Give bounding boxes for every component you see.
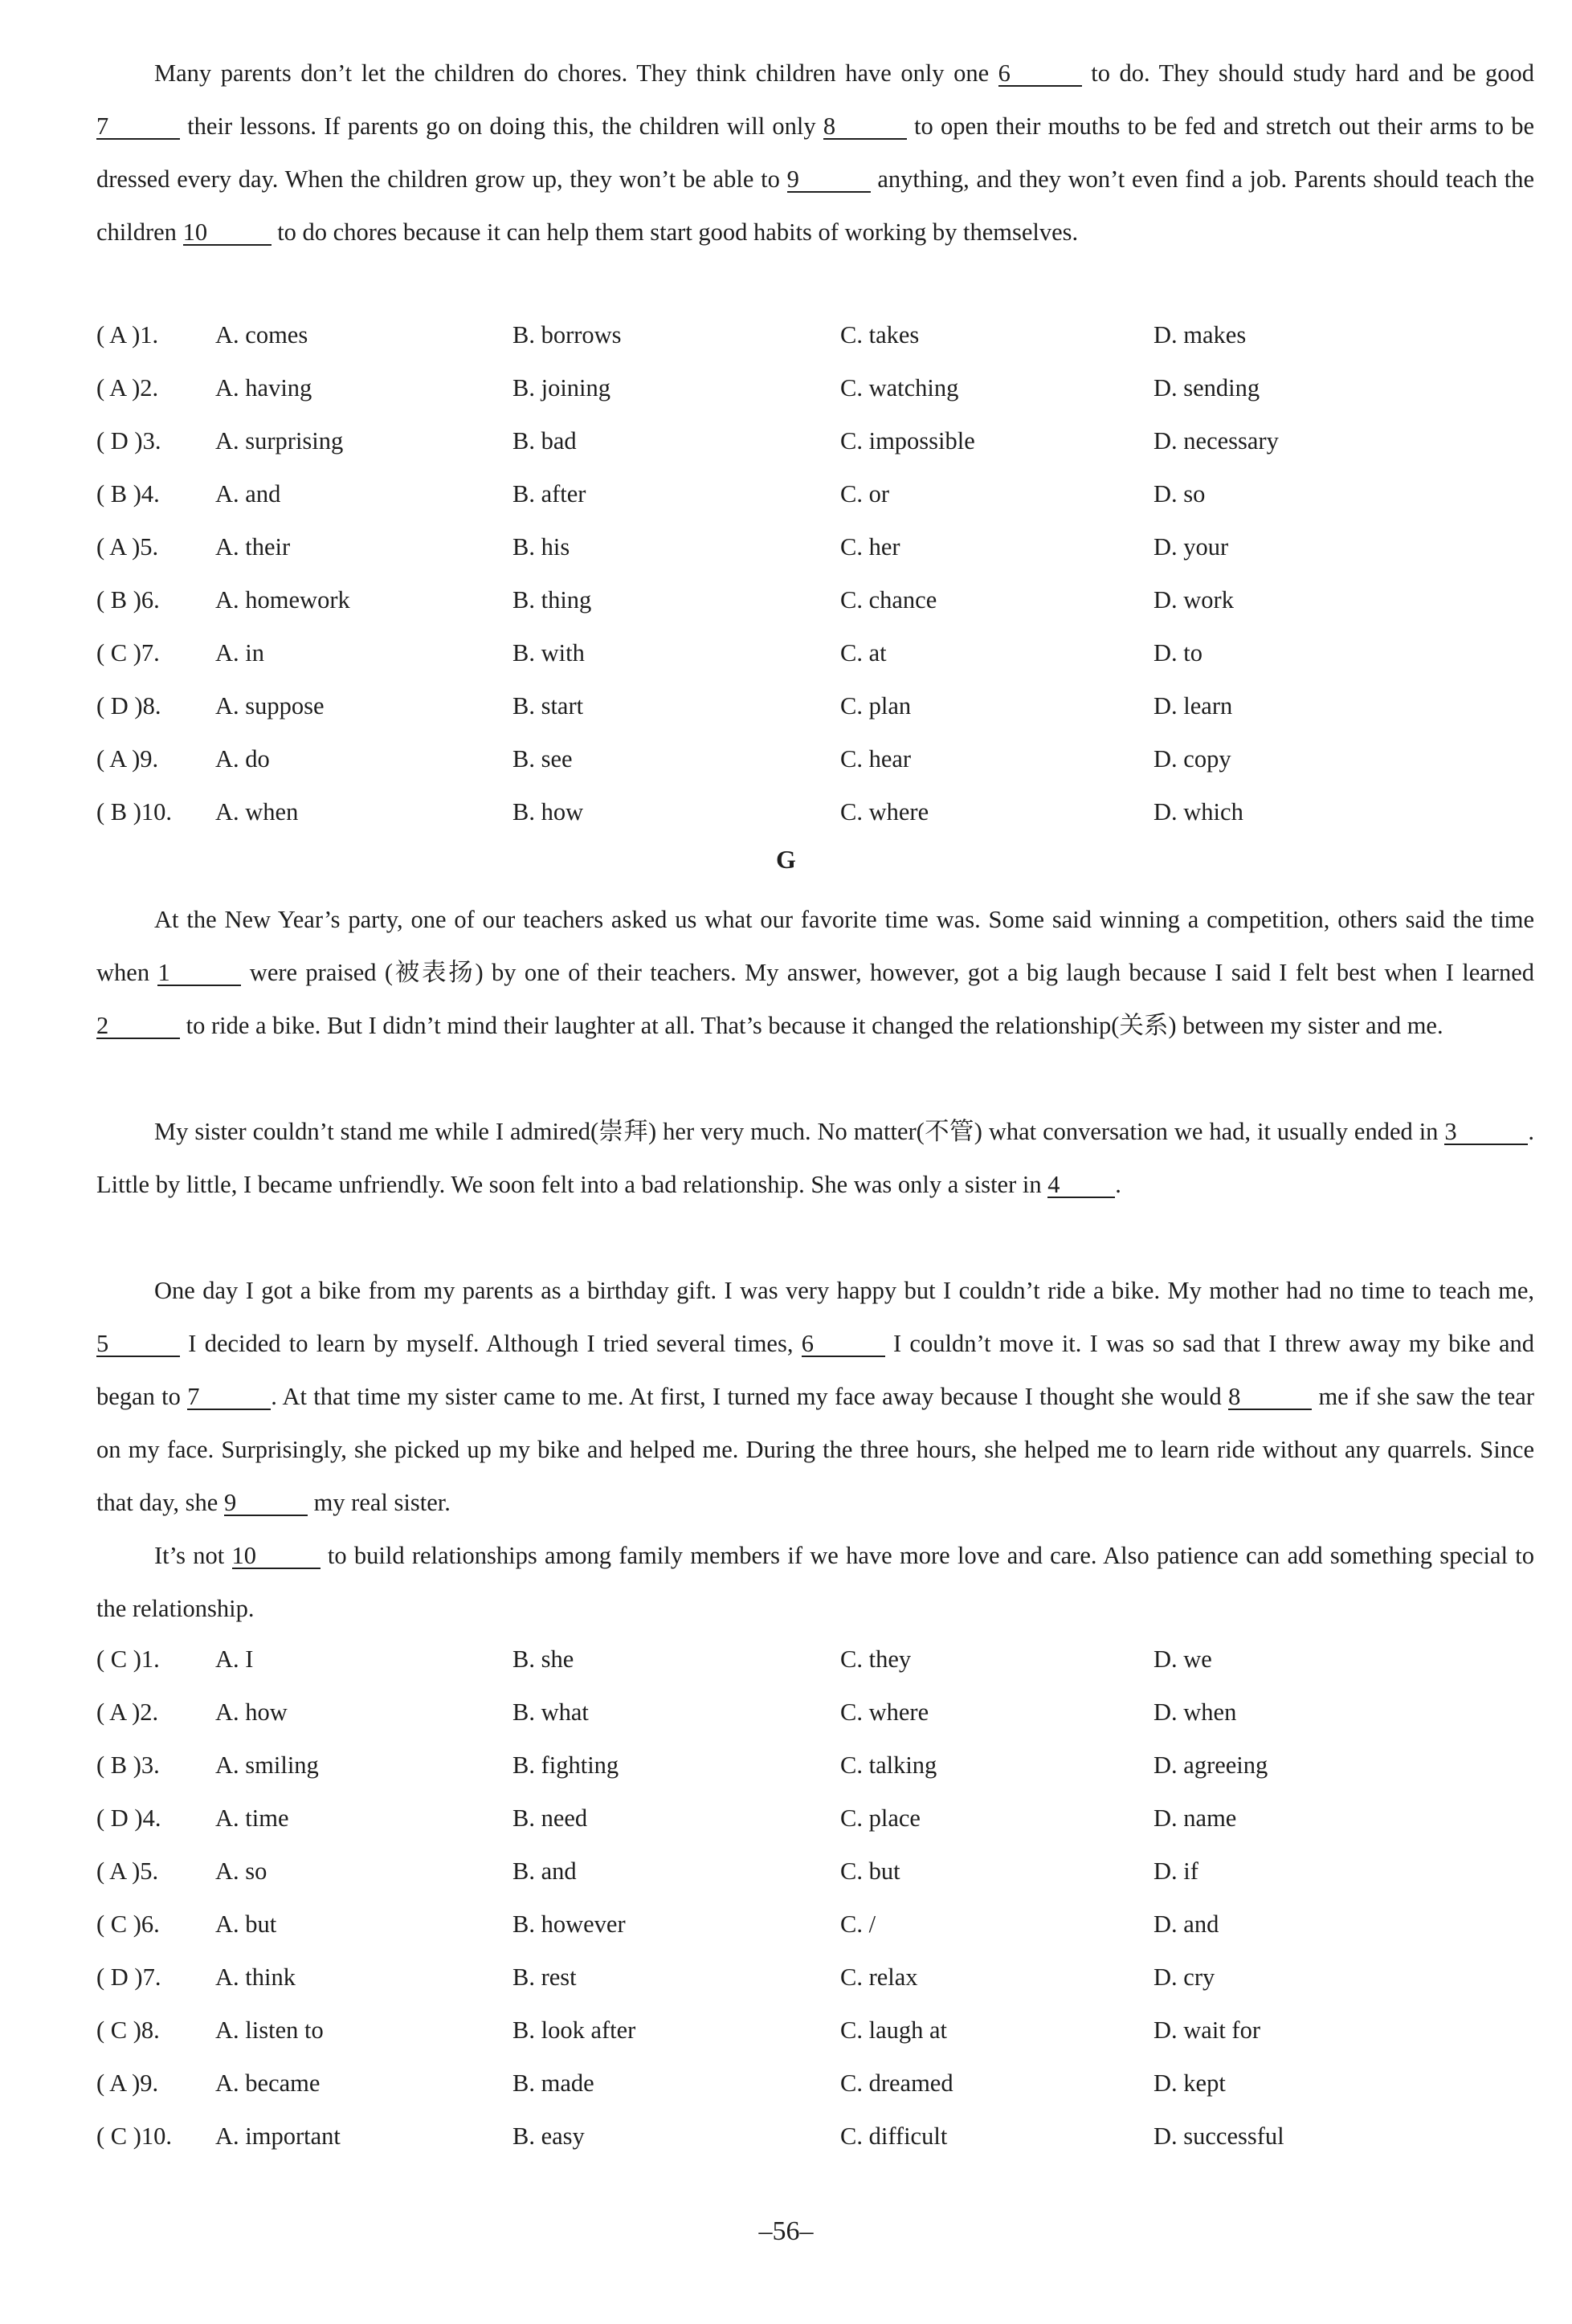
option-a: A. and: [215, 480, 281, 508]
option-b: B. his: [512, 533, 570, 561]
option-c: C. where: [840, 798, 929, 826]
option-b: B. she: [512, 1645, 574, 1673]
option-c: C. plan: [840, 692, 912, 720]
option-c: C. watching: [840, 374, 959, 402]
passage-text: to ride a bike. But I didn’t mind their laughter at all. That’s because it changed the relationship(关系) between my sister and me.: [180, 1012, 1443, 1039]
option-d: D. copy: [1153, 745, 1231, 773]
option-b: B. borrows: [512, 321, 622, 349]
option-c: C. her: [840, 533, 900, 561]
question-row: [96, 635, 1542, 671]
question-number: ( D )8.: [96, 692, 161, 720]
question-row: [96, 529, 1542, 565]
passage-text: were praised (被表扬) by one of their teachers. My answer, however, got a big laugh because I said I felt best when I learned: [241, 959, 1534, 986]
question-row: [96, 1694, 1542, 1730]
question-number: ( C )10.: [96, 2122, 173, 2150]
answer-blank: 5: [96, 1331, 180, 1357]
option-c: C. where: [840, 1698, 929, 1726]
question-number: ( B )10.: [96, 798, 173, 826]
passage-text: It’s not: [154, 1542, 232, 1569]
question-row: [96, 741, 1542, 777]
question-row: [96, 582, 1542, 618]
answer-blank: 6: [802, 1331, 885, 1357]
question-row: [96, 1800, 1542, 1836]
answer-blank: 4: [1047, 1172, 1115, 1198]
answer-blank: 6: [998, 61, 1082, 87]
option-c: C. talking: [840, 1751, 937, 1779]
answer-blank: 8: [1228, 1384, 1312, 1410]
question-number: ( C )6.: [96, 1910, 160, 1938]
option-c: C. impossible: [840, 427, 975, 455]
option-b: B. made: [512, 2069, 594, 2097]
option-a: A. their: [215, 533, 291, 561]
question-number: ( B )3.: [96, 1751, 160, 1779]
passage-text: anything, and they won’t even find a job. Parents should teach the children: [96, 165, 1534, 246]
option-d: D. when: [1153, 1698, 1237, 1726]
option-b: B. and: [512, 1857, 577, 1885]
option-a: A. when: [215, 798, 299, 826]
question-number: ( A )5.: [96, 533, 159, 561]
passage-g-paragraph-1: [96, 893, 1534, 1052]
option-a: A. do: [215, 745, 270, 773]
option-a: A. in: [215, 639, 264, 667]
question-row: [96, 2012, 1542, 2048]
page-number: –56–: [758, 2216, 814, 2246]
option-b: B. how: [512, 798, 584, 826]
question-number: ( A )5.: [96, 1857, 159, 1885]
passage-text: to open their mouths to be fed and stretch out their arms to be dressed every day. When the children grow up, they won’t be able to: [96, 112, 1534, 193]
question-row: [96, 1747, 1542, 1783]
option-a: A. important: [215, 2122, 341, 2150]
option-b: B. need: [512, 1804, 588, 1832]
option-a: A. time: [215, 1804, 289, 1832]
passage-text: . At that time my sister came to me. At first, I turned my face away because I thought she would: [271, 1383, 1229, 1410]
passage-text: to do chores because it can help them start good habits of working by themselves.: [271, 218, 1079, 246]
option-a: A. so: [215, 1857, 267, 1885]
option-a: A. how: [215, 1698, 288, 1726]
option-d: D. makes: [1153, 321, 1247, 349]
option-b: B. thing: [512, 586, 592, 614]
passage-text: .: [1115, 1171, 1121, 1198]
option-d: D. sending: [1153, 374, 1260, 402]
passage-g-paragraph-4: [96, 1529, 1534, 1635]
question-row: [96, 370, 1542, 406]
question-number: ( A )1.: [96, 321, 159, 349]
question-row: [96, 1906, 1542, 1942]
answer-blank: 3: [1444, 1119, 1528, 1145]
question-number: ( D )3.: [96, 427, 161, 455]
option-a: A. surprising: [215, 427, 344, 455]
option-a: A. having: [215, 374, 312, 402]
option-c: C. difficult: [840, 2122, 948, 2150]
option-a: A. smiling: [215, 1751, 319, 1779]
option-d: D. learn: [1153, 692, 1233, 720]
option-d: D. successful: [1153, 2122, 1284, 2150]
option-d: D. cry: [1153, 1963, 1215, 1991]
option-c: C. place: [840, 1804, 921, 1832]
option-b: B. start: [512, 692, 584, 720]
question-number: ( D )4.: [96, 1804, 161, 1832]
option-b: B. rest: [512, 1963, 577, 1991]
option-d: D. we: [1153, 1645, 1212, 1673]
answer-blank: 9: [224, 1490, 308, 1516]
question-row: [96, 1959, 1542, 1995]
option-c: C. hear: [840, 745, 912, 773]
question-row: [96, 317, 1542, 353]
option-c: C. laugh at: [840, 2016, 947, 2044]
section-heading: G: [776, 845, 796, 874]
passage-g-paragraph-2: [96, 1105, 1534, 1211]
passage-text: I couldn’t move it. I was so sad that I threw away my bike and began to: [96, 1330, 1534, 1410]
option-b: B. look after: [512, 2016, 636, 2044]
question-number: ( A )9.: [96, 745, 159, 773]
answer-blank: 10: [183, 220, 272, 246]
question-number: ( A )9.: [96, 2069, 159, 2097]
question-row: [96, 794, 1542, 830]
option-d: D. to: [1153, 639, 1202, 667]
answer-blank: 2: [96, 1013, 180, 1039]
passage-text: my real sister.: [307, 1489, 451, 1516]
question-number: ( B )4.: [96, 480, 160, 508]
option-d: D. if: [1153, 1857, 1198, 1885]
question-number: ( D )7.: [96, 1963, 161, 1991]
answer-blank: 9: [787, 167, 871, 193]
option-a: A. listen to: [215, 2016, 324, 2044]
option-d: D. kept: [1153, 2069, 1226, 2097]
answer-blank: 7: [96, 114, 180, 140]
question-number: ( A )2.: [96, 374, 159, 402]
option-b: B. with: [512, 639, 585, 667]
answer-blank: 7: [187, 1384, 271, 1410]
option-c: C. dreamed: [840, 2069, 953, 2097]
option-c: C. /: [840, 1910, 876, 1938]
passage-text: I decided to learn by myself. Although I tried several times,: [180, 1330, 802, 1357]
passage-text: My sister couldn’t stand me while I admired(崇拜) her very much. No matter(不管) what conversation we had, it usually ended in: [154, 1118, 1445, 1145]
option-b: B. however: [512, 1910, 626, 1938]
question-row: [96, 476, 1542, 512]
answer-blank: 8: [823, 114, 907, 140]
option-c: C. but: [840, 1857, 900, 1885]
option-b: B. after: [512, 480, 586, 508]
option-d: D. your: [1153, 533, 1229, 561]
option-c: C. relax: [840, 1963, 918, 1991]
passage-text: Many parents don’t let the children do chores. They think children have only one: [154, 59, 998, 87]
question-number: ( B )6.: [96, 586, 160, 614]
passage-text: At the New Year’s party, one of our teachers asked us what our favorite time was. Some said winning a competition, others said the time when: [96, 906, 1534, 986]
question-number: ( C )1.: [96, 1645, 160, 1673]
passage-f: [96, 47, 1534, 259]
option-b: B. fighting: [512, 1751, 619, 1779]
option-a: A. suppose: [215, 692, 325, 720]
passage-text: me if she saw the tear on my face. Surprisingly, she picked up my bike and helped me. During the three hours, she helped me to learn ride without any quarrels. Since that day, she: [96, 1383, 1534, 1516]
question-number: ( C )7.: [96, 639, 160, 667]
option-c: C. chance: [840, 586, 937, 614]
question-row: [96, 1853, 1542, 1889]
option-d: D. name: [1153, 1804, 1237, 1832]
option-b: B. see: [512, 745, 573, 773]
passage-text: to do. They should study hard and be good: [1081, 59, 1534, 87]
passage-text: One day I got a bike from my parents as a birthday gift. I was very happy but I couldn’t ride a bike. My mother had no time to teach me,: [154, 1277, 1534, 1304]
question-row: [96, 2118, 1542, 2154]
option-c: C. or: [840, 480, 889, 508]
question-row: [96, 2065, 1542, 2101]
answer-blank: 10: [232, 1543, 321, 1569]
option-a: A. think: [215, 1963, 296, 1991]
option-a: A. homework: [215, 586, 350, 614]
question-row: [96, 423, 1542, 459]
option-b: B. bad: [512, 427, 577, 455]
option-c: C. at: [840, 639, 887, 667]
option-c: C. they: [840, 1645, 912, 1673]
option-d: D. so: [1153, 480, 1206, 508]
question-number: ( C )8.: [96, 2016, 160, 2044]
option-b: B. joining: [512, 374, 611, 402]
question-row: [96, 688, 1542, 724]
option-a: A. but: [215, 1910, 277, 1938]
option-d: D. agreeing: [1153, 1751, 1268, 1779]
option-c: C. takes: [840, 321, 920, 349]
option-a: A. comes: [215, 321, 308, 349]
question-number: ( A )2.: [96, 1698, 159, 1726]
option-a: A. became: [215, 2069, 321, 2097]
option-d: D. which: [1153, 798, 1243, 826]
passage-text: their lessons. If parents go on doing this, the children will only: [180, 112, 823, 140]
option-d: D. and: [1153, 1910, 1219, 1938]
passage-text: . Little by little, I became unfriendly. We soon felt into a bad relationship. She was only a sister in: [96, 1118, 1534, 1198]
option-b: B. easy: [512, 2122, 585, 2150]
option-d: D. necessary: [1153, 427, 1279, 455]
passage-g-paragraph-3: [96, 1264, 1534, 1529]
answer-blank: 1: [157, 960, 241, 986]
option-a: A. I: [215, 1645, 254, 1673]
passage-text: to build relationships among family members if we have more love and care. Also patience can add something special to the relationship.: [96, 1542, 1534, 1622]
option-d: D. work: [1153, 586, 1234, 614]
option-b: B. what: [512, 1698, 589, 1726]
option-d: D. wait for: [1153, 2016, 1260, 2044]
question-row: [96, 1641, 1542, 1677]
